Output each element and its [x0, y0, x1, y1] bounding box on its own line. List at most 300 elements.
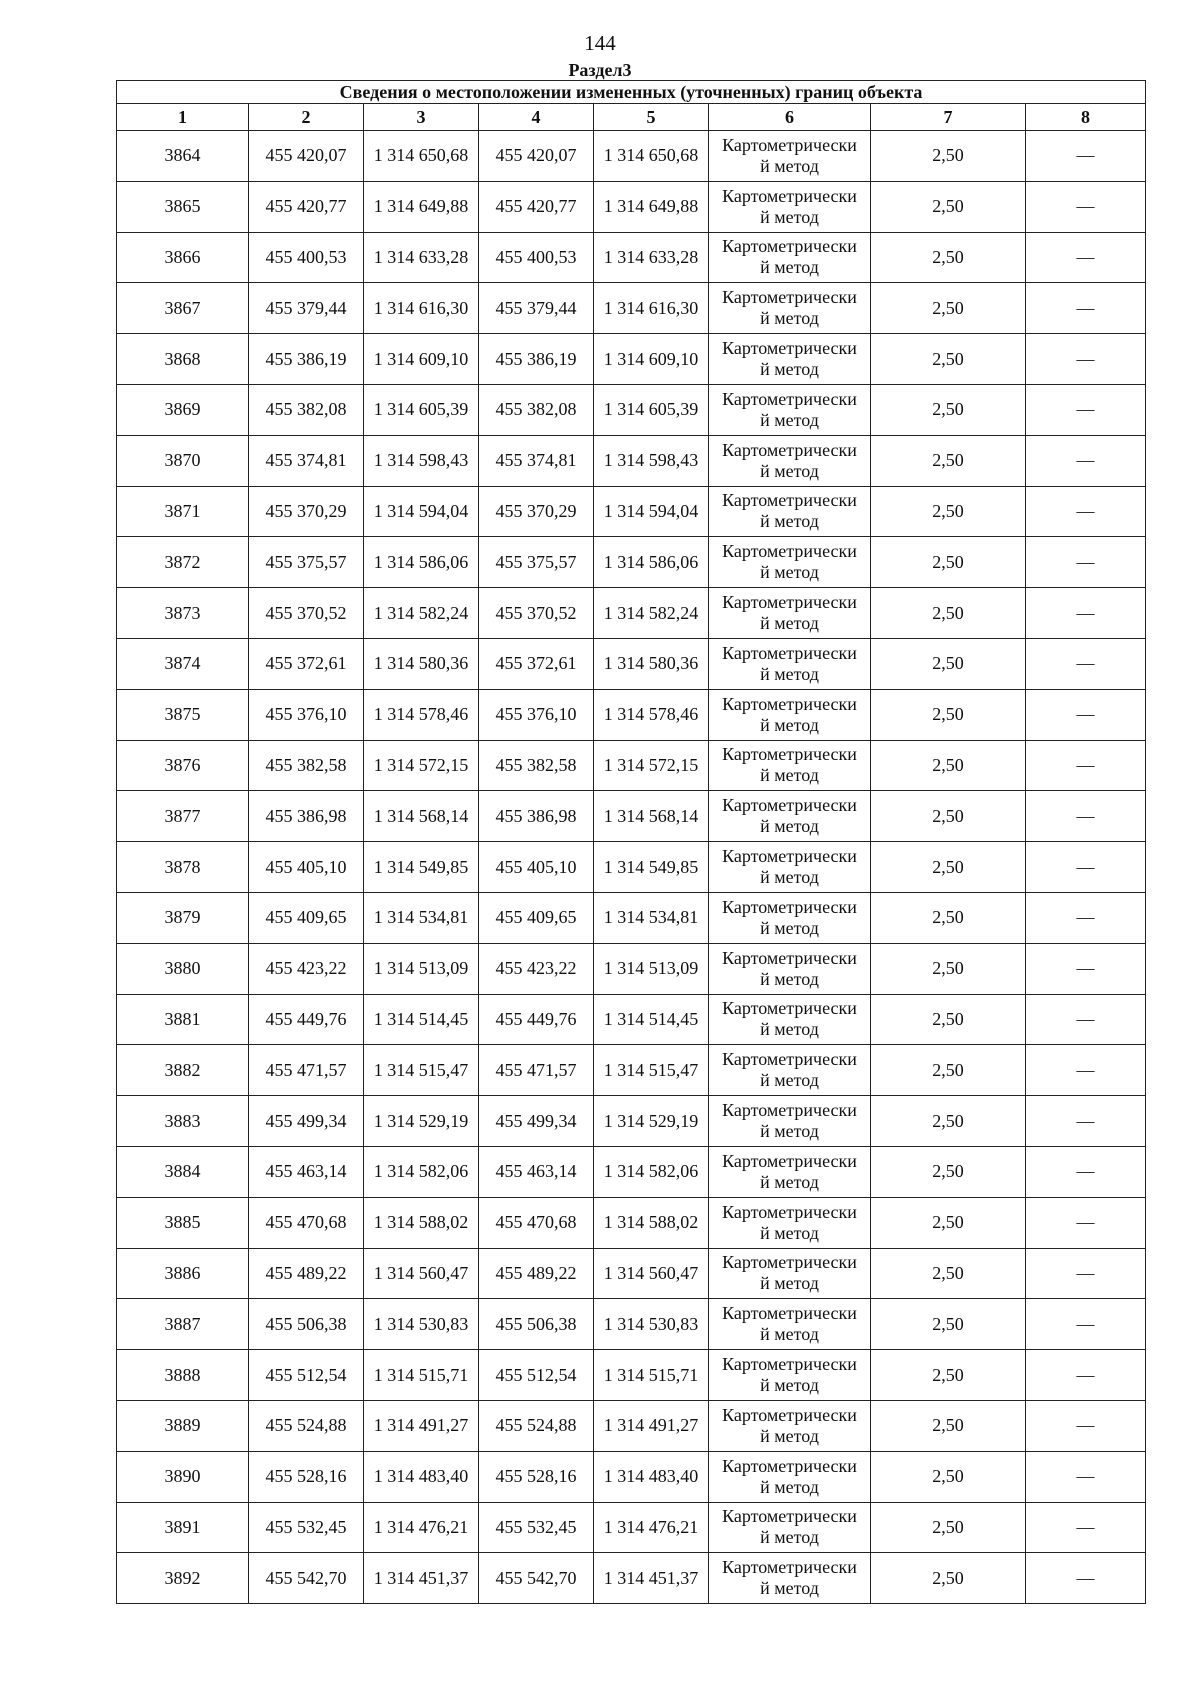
- method-cell: [709, 994, 871, 1045]
- accuracy-cell: 2,50: [871, 638, 1026, 689]
- y-coordinate-cell: 1 314 605,39: [594, 384, 709, 435]
- y-coordinate-cell: 1 314 476,21: [364, 1502, 479, 1553]
- x-coordinate-cell: 455 524,88: [479, 1400, 594, 1451]
- x-coordinate-cell: 455 372,61: [249, 638, 364, 689]
- description-cell: —: [1026, 638, 1146, 689]
- method-text-line: й метод: [760, 1171, 819, 1192]
- point-number-cell: 3867: [117, 283, 249, 334]
- method-text-line: Картометрически: [722, 1455, 857, 1476]
- method-cell: [709, 1451, 871, 1502]
- y-coordinate-cell: 1 314 582,06: [594, 1146, 709, 1197]
- method-cell: [709, 1350, 871, 1401]
- y-coordinate-cell: 1 314 529,19: [594, 1096, 709, 1147]
- x-coordinate-cell: 455 382,08: [479, 384, 594, 435]
- description-cell: —: [1026, 994, 1146, 1045]
- description-cell: —: [1026, 842, 1146, 893]
- x-coordinate-cell: 455 506,38: [479, 1299, 594, 1350]
- column-header: 5: [594, 104, 709, 131]
- table-row: [117, 791, 1146, 842]
- method-text-line: й метод: [760, 1324, 819, 1345]
- method-text-line: й метод: [760, 409, 819, 430]
- method-text-line: й метод: [760, 968, 819, 989]
- accuracy-cell: 2,50: [871, 1502, 1026, 1553]
- y-coordinate-cell: 1 314 580,36: [594, 638, 709, 689]
- description-cell: —: [1026, 334, 1146, 385]
- description-cell: —: [1026, 1502, 1146, 1553]
- method-text-line: Картометрически: [722, 592, 857, 613]
- point-number-cell: 3883: [117, 1096, 249, 1147]
- method-text-line: Картометрически: [722, 1303, 857, 1324]
- x-coordinate-cell: 455 374,81: [249, 435, 364, 486]
- accuracy-cell: 2,50: [871, 435, 1026, 486]
- y-coordinate-cell: 1 314 515,47: [364, 1045, 479, 1096]
- method-cell: [709, 892, 871, 943]
- y-coordinate-cell: 1 314 633,28: [364, 232, 479, 283]
- table-row: [117, 283, 1146, 334]
- y-coordinate-cell: 1 314 560,47: [594, 1248, 709, 1299]
- method-text-line: й метод: [760, 1375, 819, 1396]
- y-coordinate-cell: 1 314 572,15: [594, 740, 709, 791]
- y-coordinate-cell: 1 314 515,47: [594, 1045, 709, 1096]
- accuracy-cell: 2,50: [871, 740, 1026, 791]
- accuracy-cell: 2,50: [871, 537, 1026, 588]
- description-cell: —: [1026, 486, 1146, 537]
- point-number-cell: 3875: [117, 689, 249, 740]
- x-coordinate-cell: 455 499,34: [479, 1096, 594, 1147]
- point-number-cell: 3878: [117, 842, 249, 893]
- column-header: 2: [249, 104, 364, 131]
- table-row: [117, 588, 1146, 639]
- x-coordinate-cell: 455 400,53: [479, 232, 594, 283]
- method-text-line: Картометрически: [722, 490, 857, 511]
- method-text-line: й метод: [760, 359, 819, 380]
- x-coordinate-cell: 455 532,45: [249, 1502, 364, 1553]
- accuracy-cell: 2,50: [871, 1299, 1026, 1350]
- point-number-cell: 3880: [117, 943, 249, 994]
- table-row: [117, 537, 1146, 588]
- y-coordinate-cell: 1 314 598,43: [364, 435, 479, 486]
- accuracy-cell: 2,50: [871, 232, 1026, 283]
- y-coordinate-cell: 1 314 568,14: [594, 791, 709, 842]
- column-header: 7: [871, 104, 1026, 131]
- description-cell: —: [1026, 435, 1146, 486]
- x-coordinate-cell: 455 528,16: [249, 1451, 364, 1502]
- x-coordinate-cell: 455 420,77: [249, 181, 364, 232]
- method-text-line: й метод: [760, 613, 819, 634]
- point-number-cell: 3882: [117, 1045, 249, 1096]
- method-text-line: й метод: [760, 1578, 819, 1599]
- table-title: Сведения о местоположении измененных (уточненных) границ объекта: [117, 81, 1146, 104]
- point-number-cell: 3870: [117, 435, 249, 486]
- x-coordinate-cell: 455 409,65: [249, 892, 364, 943]
- table-row: [117, 1197, 1146, 1248]
- y-coordinate-cell: 1 314 483,40: [594, 1451, 709, 1502]
- method-text-line: й метод: [760, 765, 819, 786]
- method-text-line: Картометрически: [722, 1252, 857, 1273]
- method-text-line: Картометрически: [722, 338, 857, 359]
- description-cell: —: [1026, 1451, 1146, 1502]
- accuracy-cell: 2,50: [871, 181, 1026, 232]
- x-coordinate-cell: 455 409,65: [479, 892, 594, 943]
- x-coordinate-cell: 455 512,54: [249, 1350, 364, 1401]
- y-coordinate-cell: 1 314 582,24: [364, 588, 479, 639]
- accuracy-cell: 2,50: [871, 791, 1026, 842]
- method-text-line: й метод: [760, 1019, 819, 1040]
- method-text-line: Картометрически: [722, 134, 857, 155]
- x-coordinate-cell: 455 463,14: [479, 1146, 594, 1197]
- point-number-cell: 3886: [117, 1248, 249, 1299]
- accuracy-cell: 2,50: [871, 283, 1026, 334]
- method-text-line: й метод: [760, 1425, 819, 1446]
- method-cell: [709, 1197, 871, 1248]
- method-text-line: й метод: [760, 206, 819, 227]
- method-text-line: й метод: [760, 816, 819, 837]
- method-text-line: й метод: [760, 562, 819, 583]
- column-header: 1: [117, 104, 249, 131]
- method-text-line: й метод: [760, 1121, 819, 1142]
- method-cell: [709, 537, 871, 588]
- table-row: [117, 689, 1146, 740]
- method-text-line: й метод: [760, 155, 819, 176]
- accuracy-cell: 2,50: [871, 486, 1026, 537]
- y-coordinate-cell: 1 314 491,27: [364, 1400, 479, 1451]
- column-header: 6: [709, 104, 871, 131]
- x-coordinate-cell: 455 405,10: [249, 842, 364, 893]
- method-text-line: Картометрически: [722, 1201, 857, 1222]
- x-coordinate-cell: 455 423,22: [249, 943, 364, 994]
- table-row: [117, 994, 1146, 1045]
- accuracy-cell: 2,50: [871, 1146, 1026, 1197]
- point-number-cell: 3881: [117, 994, 249, 1045]
- y-coordinate-cell: 1 314 451,37: [594, 1553, 709, 1604]
- description-cell: —: [1026, 232, 1146, 283]
- table-row: [117, 1502, 1146, 1553]
- method-cell: [709, 232, 871, 283]
- method-text-line: Картометрически: [722, 744, 857, 765]
- y-coordinate-cell: 1 314 476,21: [594, 1502, 709, 1553]
- method-cell: [709, 334, 871, 385]
- x-coordinate-cell: 455 423,22: [479, 943, 594, 994]
- description-cell: —: [1026, 1553, 1146, 1604]
- x-coordinate-cell: 455 382,58: [479, 740, 594, 791]
- x-coordinate-cell: 455 449,76: [249, 994, 364, 1045]
- point-number-cell: 3868: [117, 334, 249, 385]
- accuracy-cell: 2,50: [871, 1350, 1026, 1401]
- x-coordinate-cell: 455 470,68: [479, 1197, 594, 1248]
- boundary-points-table: [116, 80, 1146, 1604]
- y-coordinate-cell: 1 314 616,30: [364, 283, 479, 334]
- method-cell: [709, 131, 871, 182]
- x-coordinate-cell: 455 471,57: [479, 1045, 594, 1096]
- accuracy-cell: 2,50: [871, 1553, 1026, 1604]
- x-coordinate-cell: 455 379,44: [479, 283, 594, 334]
- method-cell: [709, 1502, 871, 1553]
- method-text-line: Картометрически: [722, 896, 857, 917]
- method-text-line: й метод: [760, 1273, 819, 1294]
- method-text-line: Картометрически: [722, 1100, 857, 1121]
- method-cell: [709, 842, 871, 893]
- x-coordinate-cell: 455 463,14: [249, 1146, 364, 1197]
- method-cell: [709, 1299, 871, 1350]
- method-cell: [709, 181, 871, 232]
- x-coordinate-cell: 455 528,16: [479, 1451, 594, 1502]
- table-row: [117, 232, 1146, 283]
- method-cell: [709, 1248, 871, 1299]
- table-row: [117, 1299, 1146, 1350]
- accuracy-cell: 2,50: [871, 1197, 1026, 1248]
- y-coordinate-cell: 1 314 560,47: [364, 1248, 479, 1299]
- method-cell: [709, 1400, 871, 1451]
- description-cell: —: [1026, 1350, 1146, 1401]
- description-cell: —: [1026, 689, 1146, 740]
- table-row: [117, 1096, 1146, 1147]
- method-text-line: Картометрически: [722, 541, 857, 562]
- x-coordinate-cell: 455 532,45: [479, 1502, 594, 1553]
- point-number-cell: 3891: [117, 1502, 249, 1553]
- method-cell: [709, 588, 871, 639]
- x-coordinate-cell: 455 376,10: [249, 689, 364, 740]
- description-cell: —: [1026, 181, 1146, 232]
- x-coordinate-cell: 455 506,38: [249, 1299, 364, 1350]
- point-number-cell: 3885: [117, 1197, 249, 1248]
- method-text-line: Картометрически: [722, 947, 857, 968]
- method-cell: [709, 1045, 871, 1096]
- method-text-line: й метод: [760, 460, 819, 481]
- method-text-line: Картометрически: [722, 185, 857, 206]
- method-cell: [709, 1096, 871, 1147]
- x-coordinate-cell: 455 512,54: [479, 1350, 594, 1401]
- y-coordinate-cell: 1 314 598,43: [594, 435, 709, 486]
- x-coordinate-cell: 455 420,07: [479, 131, 594, 182]
- description-cell: —: [1026, 943, 1146, 994]
- table-row: [117, 1045, 1146, 1096]
- x-coordinate-cell: 455 370,29: [249, 486, 364, 537]
- point-number-cell: 3890: [117, 1451, 249, 1502]
- x-coordinate-cell: 455 370,52: [249, 588, 364, 639]
- y-coordinate-cell: 1 314 578,46: [364, 689, 479, 740]
- method-cell: [709, 435, 871, 486]
- table-row: [117, 384, 1146, 435]
- description-cell: —: [1026, 1400, 1146, 1451]
- y-coordinate-cell: 1 314 530,83: [594, 1299, 709, 1350]
- method-text-line: Картометрически: [722, 1354, 857, 1375]
- table-header-row: [117, 104, 1146, 131]
- y-coordinate-cell: 1 314 549,85: [364, 842, 479, 893]
- accuracy-cell: 2,50: [871, 689, 1026, 740]
- x-coordinate-cell: 455 375,57: [479, 537, 594, 588]
- section-label: Раздел3: [568, 60, 632, 80]
- description-cell: —: [1026, 1096, 1146, 1147]
- page-number: 144: [584, 31, 616, 55]
- y-coordinate-cell: 1 314 514,45: [364, 994, 479, 1045]
- table-row: [117, 486, 1146, 537]
- method-text-line: Картометрически: [722, 287, 857, 308]
- method-cell: [709, 791, 871, 842]
- method-cell: [709, 740, 871, 791]
- y-coordinate-cell: 1 314 650,68: [364, 131, 479, 182]
- accuracy-cell: 2,50: [871, 1248, 1026, 1299]
- table-row: [117, 943, 1146, 994]
- description-cell: —: [1026, 1299, 1146, 1350]
- table-row: [117, 131, 1146, 182]
- x-coordinate-cell: 455 489,22: [249, 1248, 364, 1299]
- accuracy-cell: 2,50: [871, 131, 1026, 182]
- method-text-line: й метод: [760, 917, 819, 938]
- x-coordinate-cell: 455 370,29: [479, 486, 594, 537]
- y-coordinate-cell: 1 314 588,02: [364, 1197, 479, 1248]
- point-number-cell: 3874: [117, 638, 249, 689]
- y-coordinate-cell: 1 314 534,81: [594, 892, 709, 943]
- table-row: [117, 181, 1146, 232]
- method-text-line: Картометрически: [722, 693, 857, 714]
- y-coordinate-cell: 1 314 594,04: [364, 486, 479, 537]
- accuracy-cell: 2,50: [871, 842, 1026, 893]
- method-text-line: Картометрически: [722, 236, 857, 257]
- x-coordinate-cell: 455 471,57: [249, 1045, 364, 1096]
- x-coordinate-cell: 455 375,57: [249, 537, 364, 588]
- x-coordinate-cell: 455 489,22: [479, 1248, 594, 1299]
- description-cell: —: [1026, 1146, 1146, 1197]
- point-number-cell: 3877: [117, 791, 249, 842]
- x-coordinate-cell: 455 400,53: [249, 232, 364, 283]
- method-text-line: Картометрически: [722, 795, 857, 816]
- point-number-cell: 3865: [117, 181, 249, 232]
- method-text-line: й метод: [760, 1476, 819, 1497]
- y-coordinate-cell: 1 314 650,68: [594, 131, 709, 182]
- description-cell: —: [1026, 1197, 1146, 1248]
- method-text-line: й метод: [760, 511, 819, 532]
- y-coordinate-cell: 1 314 549,85: [594, 842, 709, 893]
- x-coordinate-cell: 455 370,52: [479, 588, 594, 639]
- method-cell: [709, 689, 871, 740]
- description-cell: —: [1026, 892, 1146, 943]
- y-coordinate-cell: 1 314 633,28: [594, 232, 709, 283]
- y-coordinate-cell: 1 314 515,71: [364, 1350, 479, 1401]
- table-row: [117, 892, 1146, 943]
- y-coordinate-cell: 1 314 594,04: [594, 486, 709, 537]
- accuracy-cell: 2,50: [871, 994, 1026, 1045]
- x-coordinate-cell: 455 386,19: [479, 334, 594, 385]
- table-row: [117, 842, 1146, 893]
- y-coordinate-cell: 1 314 530,83: [364, 1299, 479, 1350]
- description-cell: —: [1026, 791, 1146, 842]
- x-coordinate-cell: 455 379,44: [249, 283, 364, 334]
- y-coordinate-cell: 1 314 572,15: [364, 740, 479, 791]
- x-coordinate-cell: 455 449,76: [479, 994, 594, 1045]
- point-number-cell: 3871: [117, 486, 249, 537]
- method-text-line: Картометрически: [722, 846, 857, 867]
- method-text-line: й метод: [760, 1070, 819, 1091]
- accuracy-cell: 2,50: [871, 1096, 1026, 1147]
- method-cell: [709, 1553, 871, 1604]
- accuracy-cell: 2,50: [871, 1400, 1026, 1451]
- method-text-line: Картометрически: [722, 439, 857, 460]
- column-header: 3: [364, 104, 479, 131]
- table-row: [117, 435, 1146, 486]
- description-cell: —: [1026, 740, 1146, 791]
- y-coordinate-cell: 1 314 483,40: [364, 1451, 479, 1502]
- method-cell: [709, 486, 871, 537]
- point-number-cell: 3873: [117, 588, 249, 639]
- method-text-line: Картометрически: [722, 1506, 857, 1527]
- description-cell: —: [1026, 588, 1146, 639]
- y-coordinate-cell: 1 314 514,45: [594, 994, 709, 1045]
- point-number-cell: 3889: [117, 1400, 249, 1451]
- point-number-cell: 3869: [117, 384, 249, 435]
- column-header: 4: [479, 104, 594, 131]
- point-number-cell: 3884: [117, 1146, 249, 1197]
- method-text-line: й метод: [760, 867, 819, 888]
- x-coordinate-cell: 455 382,08: [249, 384, 364, 435]
- table-row: [117, 1248, 1146, 1299]
- x-coordinate-cell: 455 372,61: [479, 638, 594, 689]
- point-number-cell: 3888: [117, 1350, 249, 1401]
- y-coordinate-cell: 1 314 616,30: [594, 283, 709, 334]
- y-coordinate-cell: 1 314 578,46: [594, 689, 709, 740]
- y-coordinate-cell: 1 314 605,39: [364, 384, 479, 435]
- y-coordinate-cell: 1 314 580,36: [364, 638, 479, 689]
- method-cell: [709, 283, 871, 334]
- x-coordinate-cell: 455 386,19: [249, 334, 364, 385]
- x-coordinate-cell: 455 542,70: [479, 1553, 594, 1604]
- method-cell: [709, 638, 871, 689]
- y-coordinate-cell: 1 314 609,10: [364, 334, 479, 385]
- x-coordinate-cell: 455 386,98: [479, 791, 594, 842]
- method-cell: [709, 384, 871, 435]
- point-number-cell: 3864: [117, 131, 249, 182]
- y-coordinate-cell: 1 314 582,24: [594, 588, 709, 639]
- method-text-line: Картометрически: [722, 388, 857, 409]
- y-coordinate-cell: 1 314 513,09: [364, 943, 479, 994]
- accuracy-cell: 2,50: [871, 1451, 1026, 1502]
- x-coordinate-cell: 455 499,34: [249, 1096, 364, 1147]
- method-text-line: й метод: [760, 1527, 819, 1548]
- method-cell: [709, 1146, 871, 1197]
- y-coordinate-cell: 1 314 588,02: [594, 1197, 709, 1248]
- x-coordinate-cell: 455 382,58: [249, 740, 364, 791]
- table-row: [117, 334, 1146, 385]
- method-text-line: й метод: [760, 308, 819, 329]
- point-number-cell: 3872: [117, 537, 249, 588]
- y-coordinate-cell: 1 314 515,71: [594, 1350, 709, 1401]
- description-cell: —: [1026, 1248, 1146, 1299]
- method-text-line: Картометрически: [722, 1150, 857, 1171]
- description-cell: —: [1026, 384, 1146, 435]
- y-coordinate-cell: 1 314 568,14: [364, 791, 479, 842]
- table-row: [117, 1451, 1146, 1502]
- point-number-cell: 3887: [117, 1299, 249, 1350]
- method-text-line: Картометрически: [722, 642, 857, 663]
- point-number-cell: 3892: [117, 1553, 249, 1604]
- y-coordinate-cell: 1 314 649,88: [364, 181, 479, 232]
- method-text-line: й метод: [760, 663, 819, 684]
- x-coordinate-cell: 455 524,88: [249, 1400, 364, 1451]
- y-coordinate-cell: 1 314 582,06: [364, 1146, 479, 1197]
- point-number-cell: 3876: [117, 740, 249, 791]
- method-text-line: Картометрически: [722, 1557, 857, 1578]
- y-coordinate-cell: 1 314 649,88: [594, 181, 709, 232]
- x-coordinate-cell: 455 420,07: [249, 131, 364, 182]
- y-coordinate-cell: 1 314 451,37: [364, 1553, 479, 1604]
- method-text-line: й метод: [760, 1222, 819, 1243]
- table-row: [117, 740, 1146, 791]
- accuracy-cell: 2,50: [871, 943, 1026, 994]
- y-coordinate-cell: 1 314 586,06: [594, 537, 709, 588]
- point-number-cell: 3866: [117, 232, 249, 283]
- table-row: [117, 1146, 1146, 1197]
- accuracy-cell: 2,50: [871, 588, 1026, 639]
- x-coordinate-cell: 455 386,98: [249, 791, 364, 842]
